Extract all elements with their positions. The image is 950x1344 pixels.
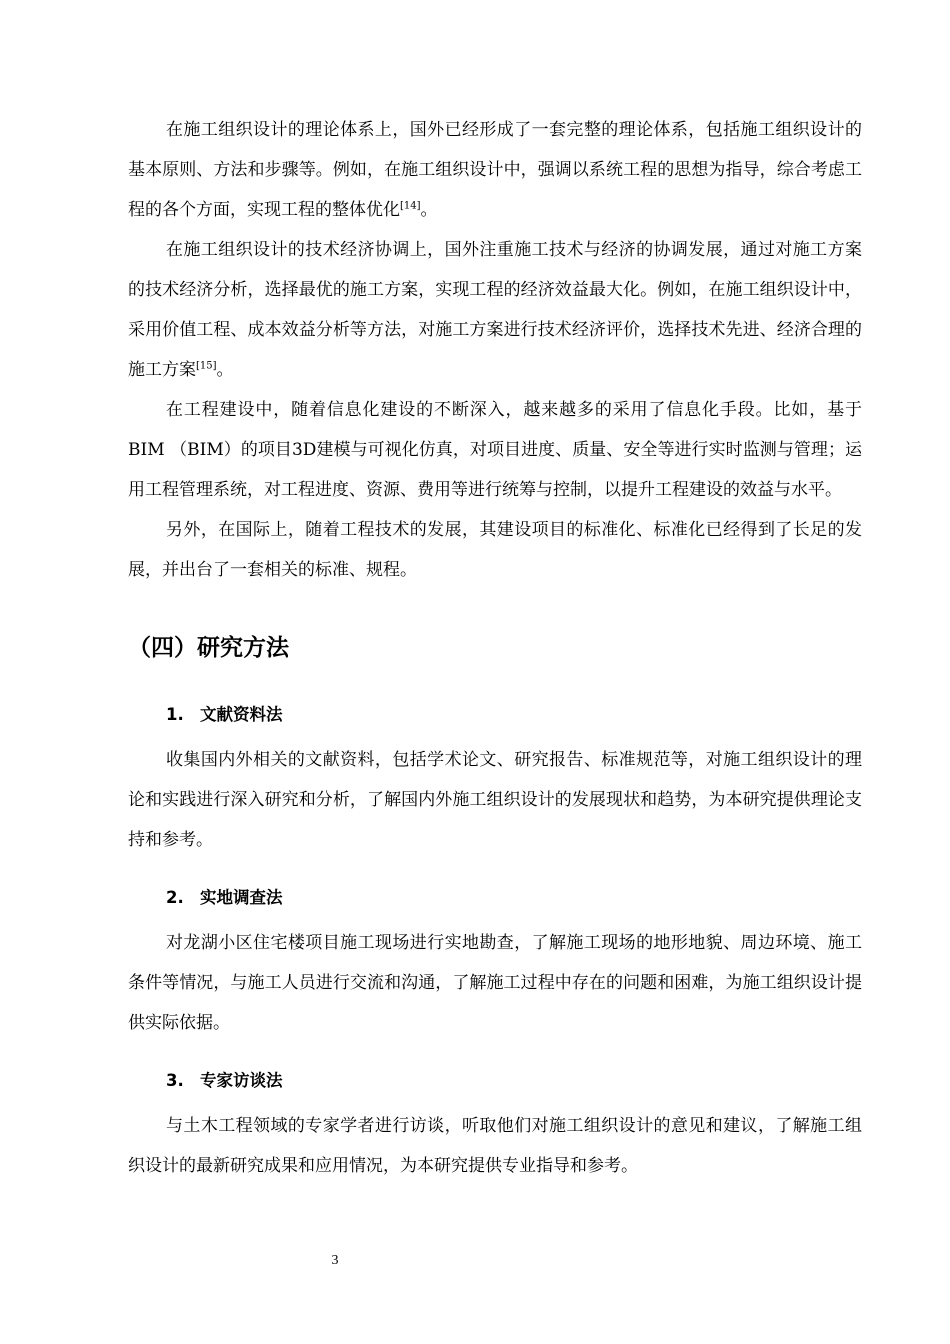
intro-paragraph-2: 在施工组织设计的技术经济协调上，国外注重施工技术与经济的协调发展，通过对施工方案的技术经济分析，选择最优的施工方案，实现工程的经济效益最大化。例如，在施工组织设计中，采用价值工程、成本效益分析等方法，对施工方案进行技术经济评价，选择技术先进、经济合理的施工方案[15]。	[128, 240, 862, 380]
method-3-heading	[128, 1061, 862, 1101]
method-3-title: 专家访谈法	[200, 1071, 283, 1090]
method-2-number: 2.	[166, 888, 184, 907]
intro-paragraph-4: 另外，在国际上，随着工程技术的发展，其建设项目的标准化、标准化已经得到了长足的发展，并出台了一套相关的标准、规程。	[128, 520, 862, 580]
method-1-title: 文献资料法	[200, 705, 283, 724]
method-2-heading	[128, 878, 862, 918]
section-title: （四）研究方法	[128, 635, 289, 661]
citation-14: [14]	[400, 200, 421, 212]
method-2-paragraph: 对龙湖小区住宅楼项目施工现场进行实地勘查，了解施工现场的地形地貌、周边环境、施工条件等情况，与施工人员进行交流和沟通，了解施工过程中存在的问题和困难，为施工组织设计提供实际依据。	[128, 933, 862, 1033]
intro-paragraph-1: 在施工组织设计的理论体系上，国外已经形成了一套完整的理论体系，包括施工组织设计的基本原则、方法和步骤等。例如，在施工组织设计中，强调以系统工程的思想为指导，综合考虑工程的各个方面，实现工程的整体优化[14]。	[128, 120, 862, 220]
method-3-paragraph: 与土木工程领域的专家学者进行访谈，听取他们对施工组织设计的意见和建议，了解施工组织设计的最新研究成果和应用情况，为本研究提供专业指导和参考。	[128, 1116, 862, 1176]
intro-paragraph-3: 在工程建设中，随着信息化建设的不断深入，越来越多的采用了信息化手段。比如，基于 BIM （BIM）的项目3D建模与可视化仿真，对项目进度、质量、安全等进行实时监测与管理；运用工程管理系统，对工程进度、资源、费用等进行统筹与控制，以提升工程建设的效益与水平。	[128, 400, 862, 500]
page-number: 3	[331, 1253, 339, 1268]
citation-15: [15]	[196, 360, 217, 372]
page-content	[128, 110, 862, 1186]
method-3-number: 3.	[166, 1071, 184, 1090]
method-1-heading	[128, 695, 862, 735]
method-2-title: 实地调查法	[200, 888, 283, 907]
method-1-paragraph: 收集国内外相关的文献资料，包括学术论文、研究报告、标准规范等，对施工组织设计的理论和实践进行深入研究和分析，了解国内外施工组织设计的发展现状和趋势，为本研究提供理论支持和参考。	[128, 750, 862, 850]
method-1-number: 1.	[166, 705, 184, 724]
